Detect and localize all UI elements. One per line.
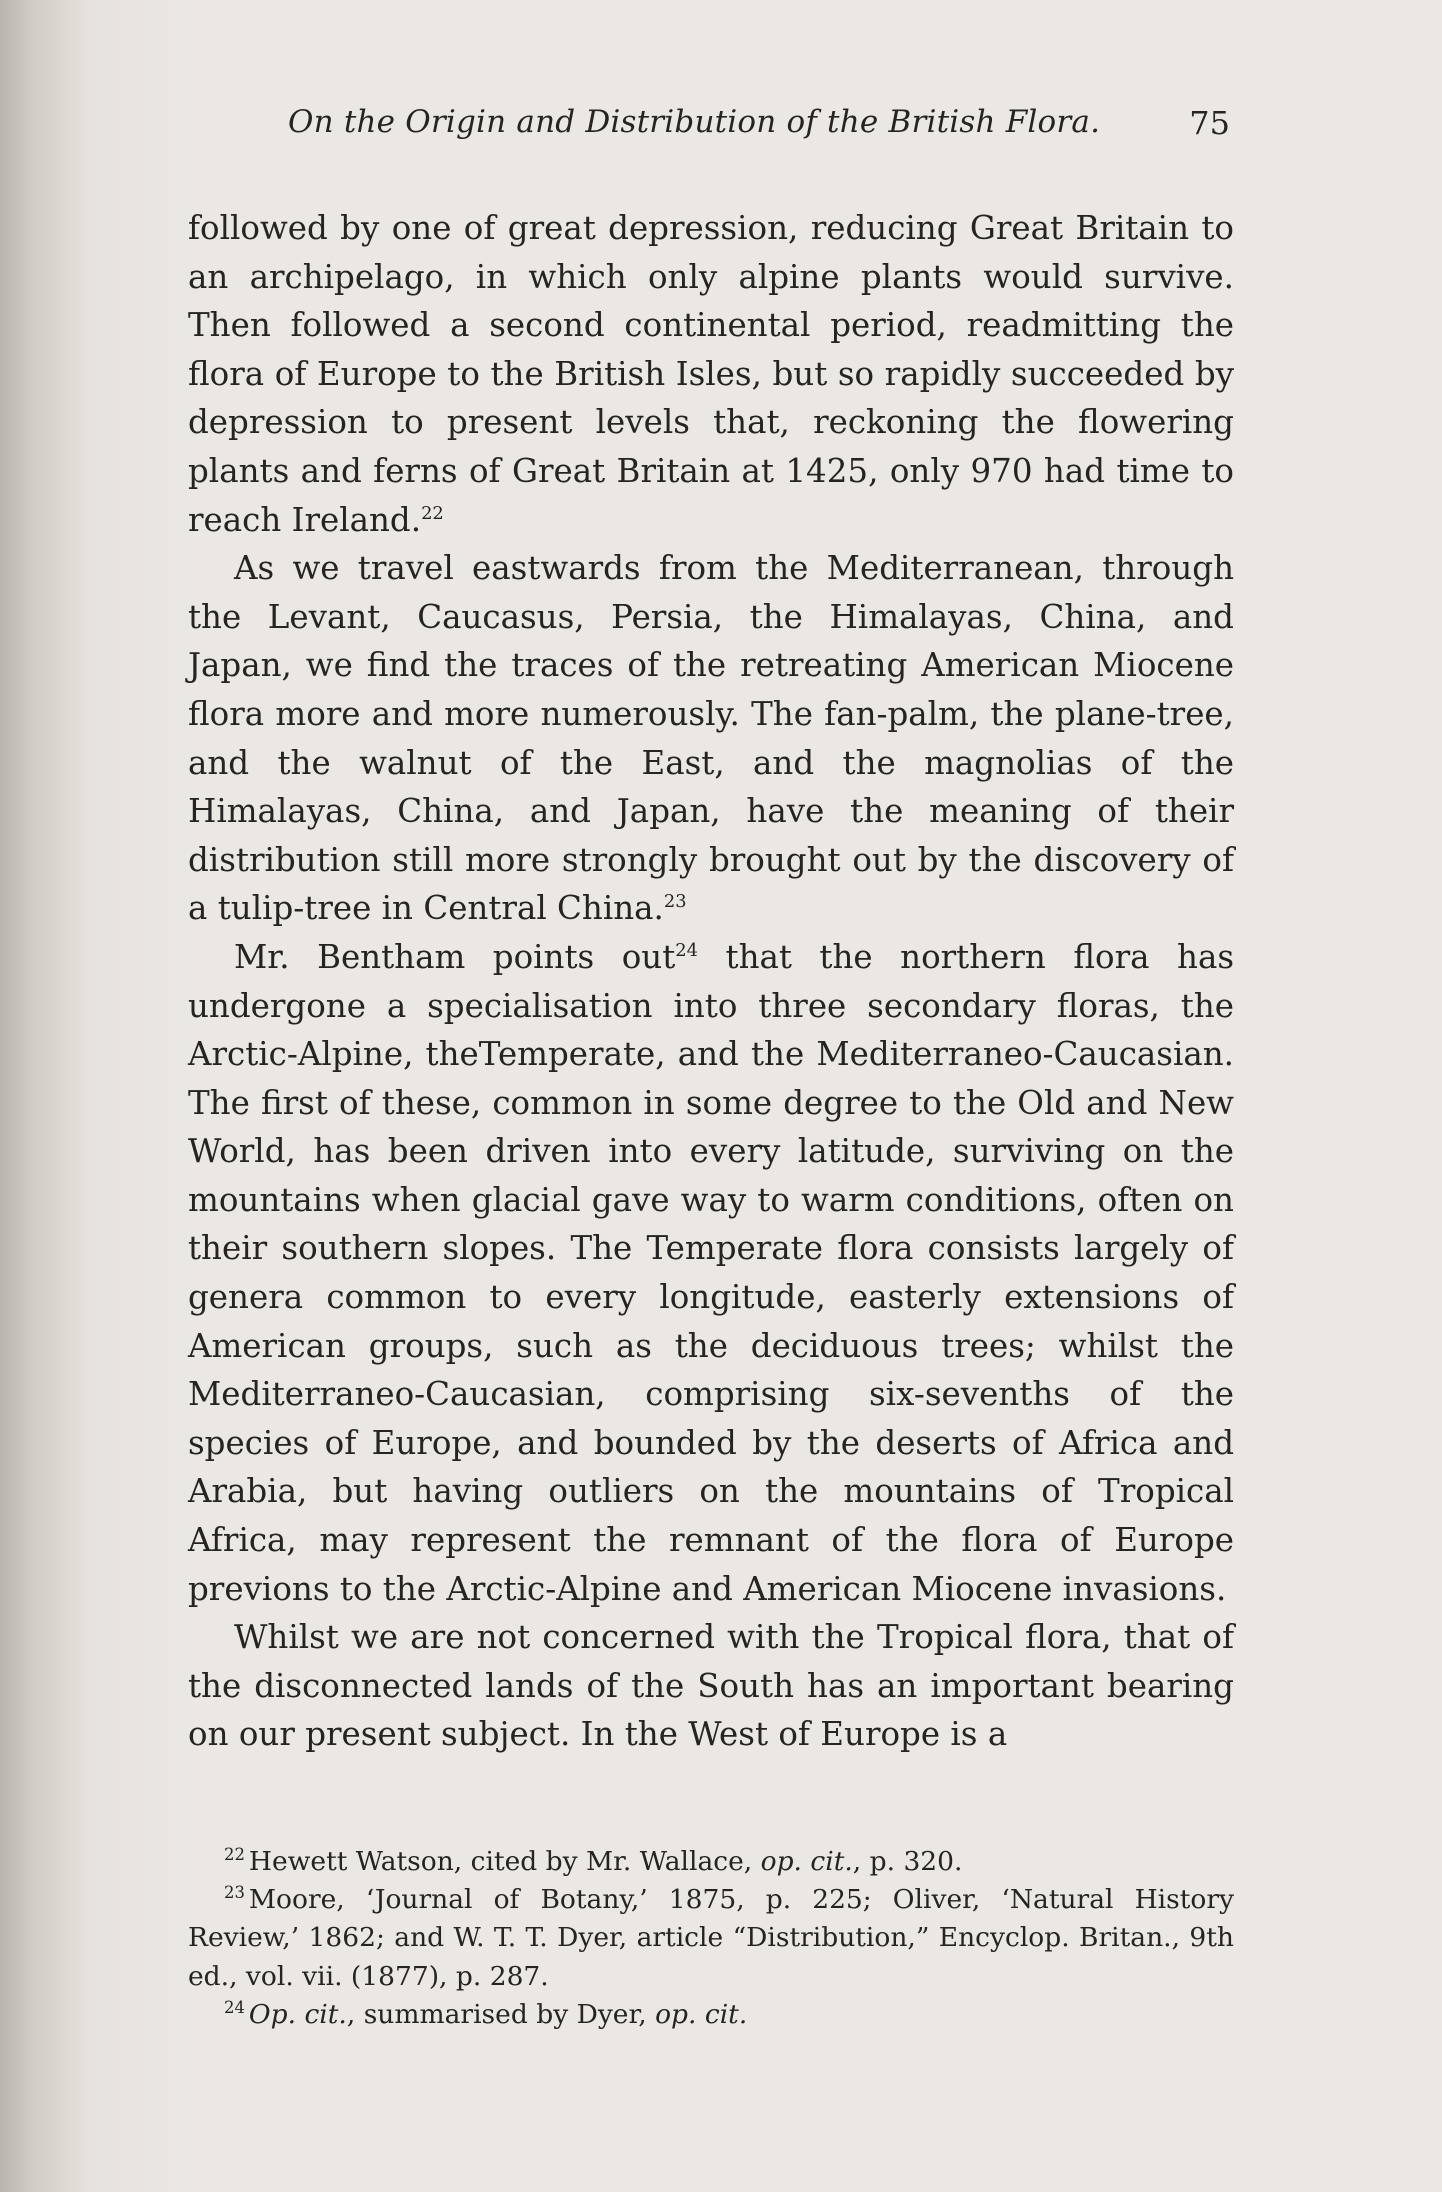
footnote-citation: op. cit.	[760, 1846, 853, 1877]
body-text	[188, 204, 1234, 1759]
paragraph-text: followed by one of great depression, reducing Great Britain to an archipelago, in which only alpine plants would survive. Then followed a second continental period, readmitting the flora of Europe to the British Isles, but so rapidly succeeded by depression to present levels that, reckoning the flowering plants and ferns of Great Britain at 1425, only 970 had time to reach Ireland.	[188, 209, 1234, 539]
running-title: On the Origin and Distribution of the British Flora.	[288, 104, 1101, 140]
footnote-number: 22	[224, 1845, 245, 1865]
paragraph-3	[188, 933, 1234, 1613]
footnotes	[188, 1843, 1234, 2034]
running-header	[288, 104, 1230, 154]
paragraph-4	[188, 1613, 1234, 1759]
footnote-text: , p. 320.	[852, 1846, 963, 1877]
footnote-text: Hewett Watson, cited by Mr. Wallace,	[248, 1846, 761, 1877]
paragraph-text: Mr. Bentham points out	[234, 937, 676, 976]
paragraph-1	[188, 204, 1234, 544]
footnote-text: Moore, ‘Journal of Botany,’ 1875, p. 225; Oliver, ‘Natural History Review,’ 1862; and W. T. T. Dyer, article “Distribution,” Encyclop. Britan., 9th ed., vol. vii. (1877), p. 287.	[188, 1884, 1234, 1992]
footnote-22	[188, 1843, 1234, 1881]
footnote-reference: 24	[675, 940, 699, 962]
footnote-reference: 22	[421, 502, 444, 524]
paragraph-text: Whilst we are not concerned with the Tropical flora, that of the disconnected lands of the South has an important bearing on our present subject. In the West of Europe is a	[188, 1618, 1234, 1754]
paragraph-2	[188, 544, 1234, 933]
footnote-text: , summarised by Dyer,	[346, 1998, 656, 2030]
footnote-24	[188, 1996, 1234, 2034]
footnote-reference: 23	[663, 891, 687, 913]
footnote-23	[188, 1881, 1234, 1996]
footnote-number: 23	[224, 1883, 245, 1903]
paragraph-text: As we travel eastwards from the Mediterranean, through the Levant, Caucasus, Persia, the Himalayas, China, and Japan, we find the traces of the retreating American Miocene flora more and more numerously. The fan-palm, the plane-tree, and the walnut of the East, and the magnolias of the Himalayas, China, and Japan, have the meaning of their distribution still more strongly brought out by the discovery of a tulip-tree in Central China.	[188, 549, 1234, 928]
footnote-citation: op. cit.	[655, 1998, 748, 2030]
footnote-number: 24	[224, 1997, 245, 2017]
page-number: 75	[1189, 104, 1230, 142]
paragraph-text: that the northern flora has undergone a specialisation into three secondary floras, the Arctic-Alpine, theTemperate, and the Mediterraneo-Caucasian. The first of these, common in some degree to the Old and New World, has been driven into every latitude, surviving on the mountains when glacial gave way to warm conditions, often on their southern slopes. The Temperate flora consists largely of genera common to every longitude, easterly extensions of American groups, such as the deciduous trees; whilst the Mediterraneo-Caucasian, comprising six-sevenths of the species of Europe, and bounded by the deserts of Africa and Arabia, but having outliers on the mountains of Tropical Africa, may represent the remnant of the flora of Europe previons to the Arctic-Alpine and American Miocene invasions.	[188, 937, 1234, 1608]
footnote-citation: Op. cit.	[248, 1998, 347, 2030]
